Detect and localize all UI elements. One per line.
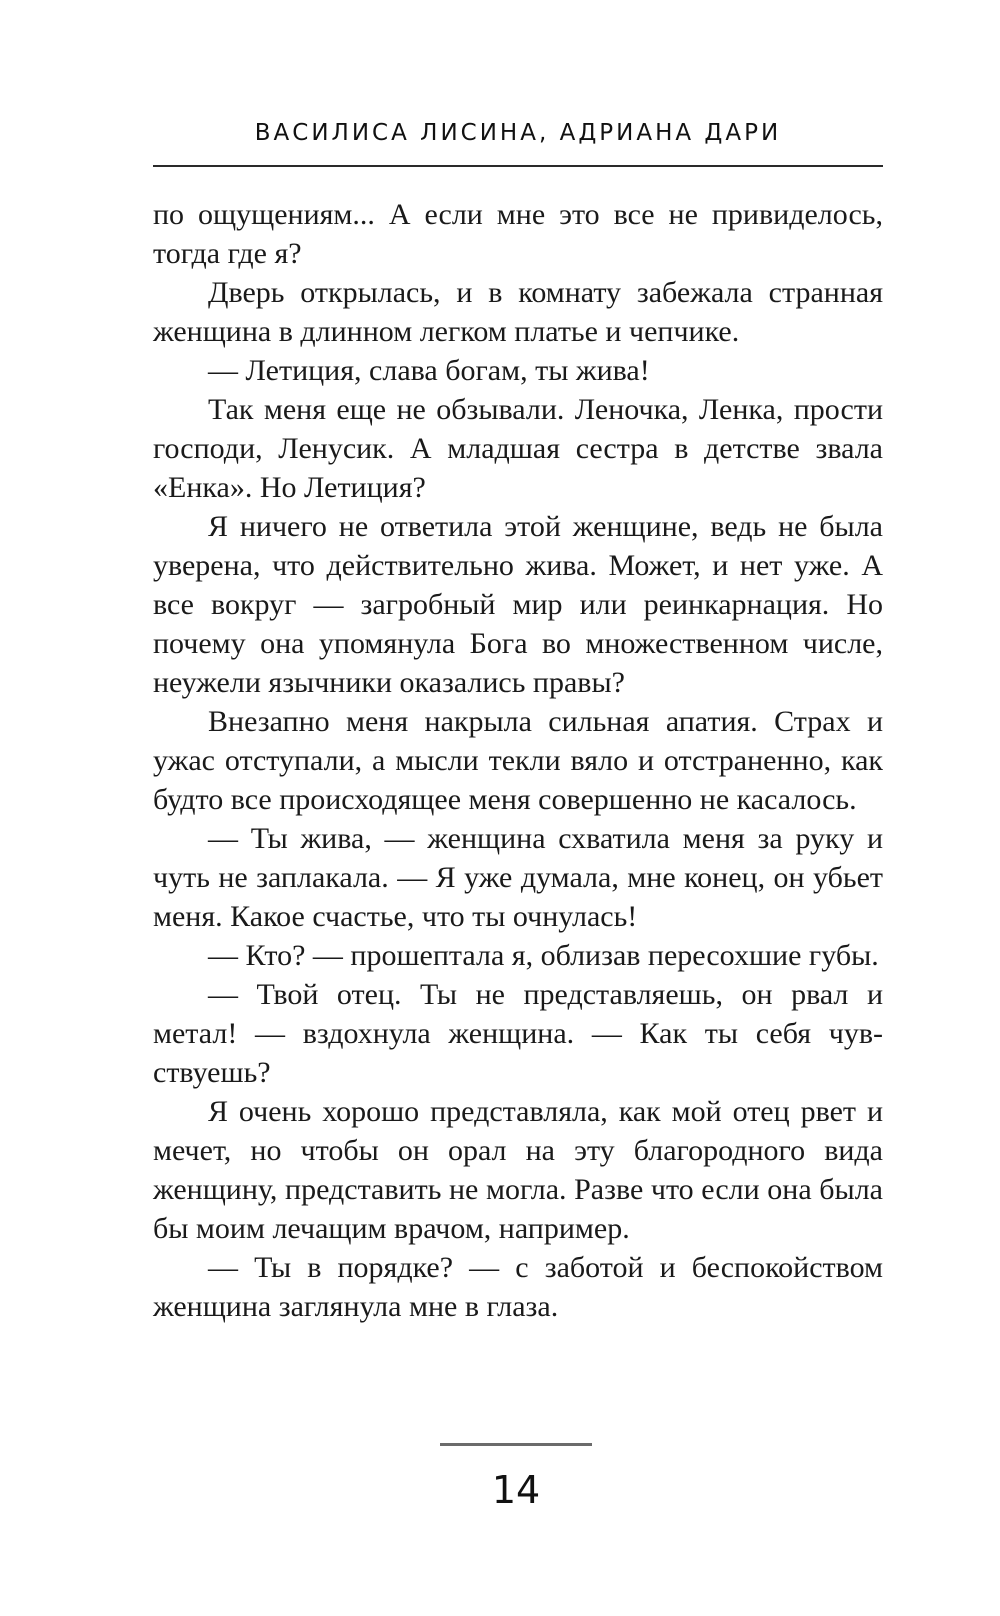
paragraph: — Ты в порядке? — с заботой и беспокойством женщина заглянула мне в глаза. — [153, 1251, 883, 1323]
page-body — [153, 195, 883, 1326]
paragraph: Внезапно меня накрыла сильная апатия. Страх и ужас отступали, а мысли текли вяло и отстраненно, как будто все происходящее меня совершенно не касалось. — [153, 705, 883, 816]
paragraph: — Летиция, слава богам, ты жива! — [208, 354, 650, 387]
running-header: ВАСИЛИСА ЛИСИНА, АДРИАНА ДАРИ — [254, 120, 782, 146]
paragraph: Так меня еще не обзывали. Леночка, Ленка, прости господи, Ленусик. А младшая сестра в детстве звала «Енка». Но Летиция? — [153, 393, 883, 504]
footer-divider — [440, 1443, 592, 1446]
paragraph: Я очень хорошо представляла, как мой отец рвет и мечет, но чтобы он орал на эту благородного вида женщину, представить не могла. Разве что если она была бы моим лечащим врачом, например. — [153, 1095, 883, 1245]
paragraph: Я ничего не ответила этой женщине, ведь не была уверена, что действительно жива. Может, и нет уже. А все вокруг — загробный мир или реинкарнация. Но почему она упомянула Бога во множественном числе, неужели язычники оказались правы? — [153, 510, 883, 699]
paragraph: — Кто? — прошептала я, облизав пересохшие губы. — [208, 939, 879, 972]
page-number: 14 — [491, 1468, 541, 1512]
paragraph: Дверь открылась, и в комнату забежала странная женщина в длинном легком платье и чепчике. — [153, 276, 883, 348]
header-divider — [153, 165, 883, 167]
paragraph: — Ты жива, — женщина схватила меня за руку и чуть не заплакала. — Я уже думала, мне конец, он убьет меня. Какое счастье, что ты очнулась! — [153, 822, 883, 933]
paragraph: по ощущениям... А если мне это все не привиделось, тогда где я? — [153, 198, 883, 270]
paragraph: — Твой отец. Ты не представляешь, он рвал и метал! — вздохнула женщина. — Как ты себя чувствуешь? — [153, 978, 883, 1089]
